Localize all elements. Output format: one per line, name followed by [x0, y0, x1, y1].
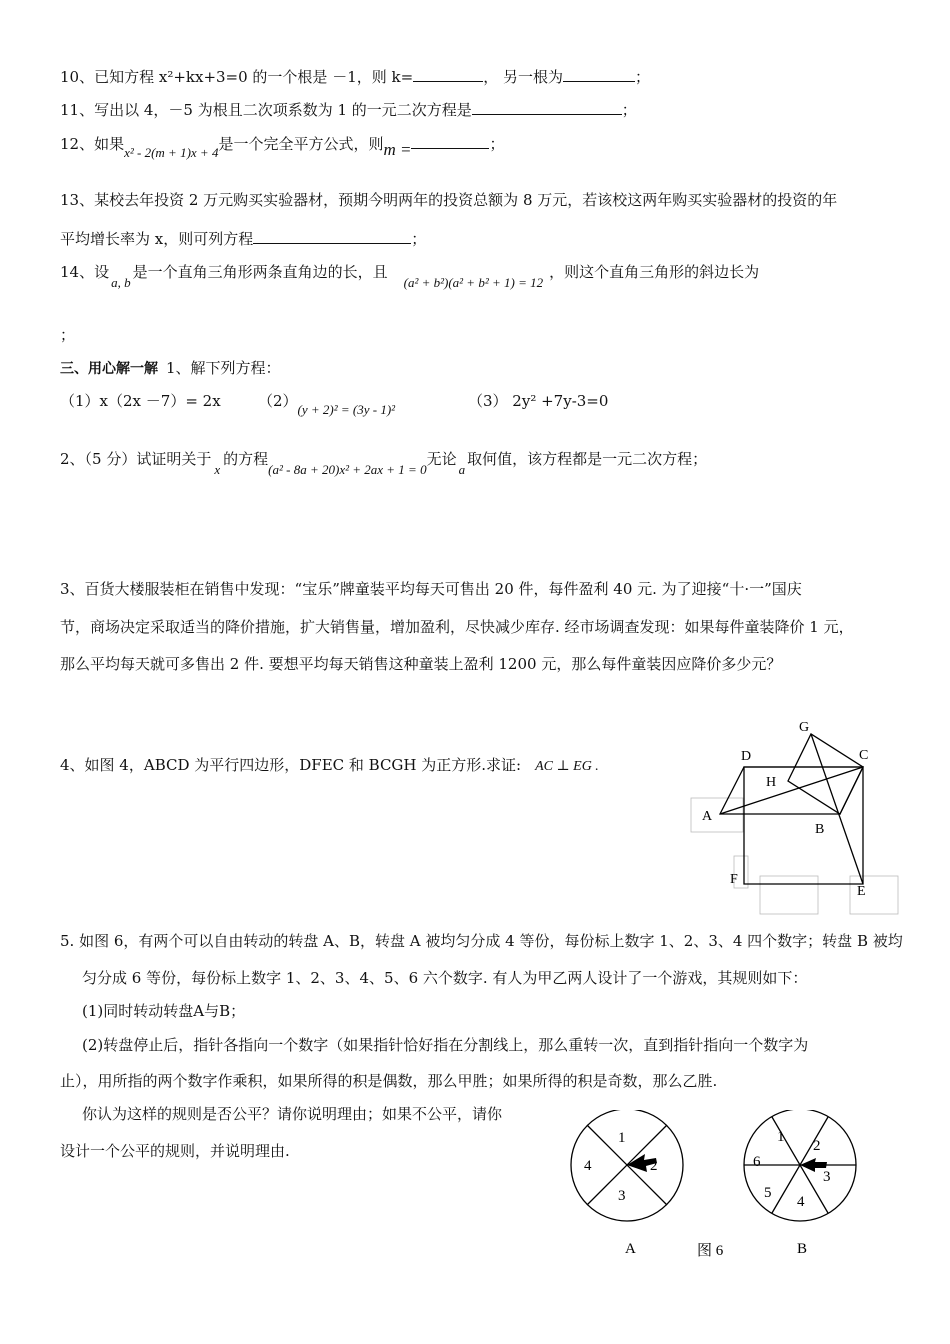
wheel-a-number: 2 — [650, 1158, 658, 1174]
wheel-b-number: 6 — [753, 1154, 761, 1170]
problem-5-rule-1: (1)同时转动转盘A与B； — [82, 1002, 246, 1020]
figure-6-spinners — [560, 1110, 890, 1265]
label-D: D — [741, 749, 752, 764]
problem-5-line2: 匀分成 6 等份，每份标上数字 1、2、3、4、5、6 六个数字. 有人为甲乙两人设计了一个游戏，其规则如下： — [82, 969, 808, 987]
question-13-line1: 13、某校去年投资 2 万元购买实验器材，预期今明两年的投资总额为 8 万元，若该校这两年购买实验器材的投资的年 — [60, 191, 838, 209]
label-E: E — [857, 884, 866, 899]
wheel-a-number: 4 — [584, 1158, 592, 1174]
equation-3: （3） 2y² +7y-3=0 — [468, 392, 609, 410]
problem-3-line3: 那么平均每天就可多售出 2 件. 要想平均每天销售这种童装上盈利 1200 元，那么每件童装因应降价多少元？ — [60, 655, 782, 673]
question-13-line2: 平均增长率为 x，则可列方程 ； — [60, 230, 427, 248]
math-expression: x² - 2(m + 1)x + 4 — [124, 145, 219, 160]
problem-5-rule-2: (2)转盘停止后，指针各指向一个数字（如果指针恰好指在分割线上，那么重转一次，直到指针指向一个数字为 — [82, 1036, 809, 1054]
section-3-header: 三、用心解一解 1、解下列方程： — [60, 359, 281, 377]
answer-blank[interactable] — [253, 228, 411, 244]
math-expression: (a² - 8a + 20)x² + 2ax + 1 = 0 — [268, 462, 427, 477]
problem-5-line6: 你认为这样的规则是否公平？请你说明理由；如果不公平，请你 — [82, 1105, 503, 1123]
question-14: 14、设a, b是一个直角三角形两条直角边的长，且(a² + b²)(a² + b² + 1) = 12，则这个直角三角形的斜边长为 — [60, 263, 760, 290]
wheel-a-number: 1 — [618, 1130, 626, 1146]
answer-blank[interactable] — [413, 66, 483, 82]
label-C: C — [859, 748, 869, 763]
label-F: F — [730, 872, 738, 887]
wheel-a-label: A — [625, 1241, 636, 1257]
wheel-b-number: 1 — [777, 1129, 785, 1145]
problem-3-line2: 节，商场决定采取适当的降价措施，扩大销售量，增加盈利，尽快减少库存. 经市场调查发现：如果每件童装降价 1 元， — [60, 618, 854, 636]
label-G: G — [799, 720, 810, 735]
equation-2: （2）(y + 2)² = (3y - 1)² — [258, 392, 396, 417]
question-12: 12、如果x² - 2(m + 1)x + 4是一个完全平方公式，则m = ； — [60, 135, 505, 160]
question-10: 10、已知方程 x²+kx+3=0 的一个根是 －1，则 k= ， 另一根为 ； — [60, 68, 650, 86]
figure-4-geometry — [680, 710, 900, 915]
section-title: 三、用心解一解 — [60, 361, 158, 377]
problem-5-line5: 止），用所指的两个数字作乘积，如果所得的积是偶数，那么甲胜；如果所得的积是奇数，那么乙胜. — [60, 1072, 718, 1090]
problem-5-line1: 5. 如图 6，有两个可以自由转动的转盘 A、B，转盘 A 被均匀分成 4 等份，每份标上数字 1、2、3、4 四个数字；转盘 B 被均 — [60, 932, 903, 950]
wheel-b-number: 3 — [823, 1169, 831, 1185]
problem-4: 4、如图 4，ABCD 为平行四边形，DFEC 和 BCGH 为正方形.求证: AC ⊥ EG . — [60, 756, 599, 774]
wheel-b-number: 4 — [797, 1194, 805, 1210]
problem-3-line1: 3、百货大楼服装柜在销售中发现：“宝乐”牌童装平均每天可售出 20 件，每件盈利 40 元. 为了迎接“十·一”国庆 — [60, 580, 802, 598]
figure-caption: 图 6 — [697, 1243, 724, 1259]
wheel-b-number: 5 — [764, 1185, 772, 1201]
wheel-a-number: 3 — [618, 1188, 626, 1204]
wheel-b-label: B — [797, 1241, 808, 1257]
answer-blank[interactable] — [411, 133, 489, 149]
equations-row: （1）x（2x －7）= 2x — [60, 392, 221, 410]
question-14-line2: ； — [60, 326, 76, 344]
problem-2: 2、（5 分）试证明关于x的方程(a² - 8a + 20)x² + 2ax + 1 = 0无论a取何值，该方程都是一元二次方程； — [60, 450, 708, 477]
label-H: H — [766, 775, 777, 790]
answer-blank[interactable] — [472, 99, 622, 115]
question-11: 11、写出以 4，－5 为根且二次项系数为 1 的一元二次方程是 ； — [60, 101, 637, 119]
problem-5-line7: 设计一个公平的规则，并说明理由. — [60, 1142, 290, 1160]
wheel-b-number: 2 — [813, 1138, 821, 1154]
label-A: A — [702, 809, 713, 824]
math-expression: (a² + b²)(a² + b² + 1) = 12 — [403, 275, 544, 290]
answer-blank[interactable] — [563, 66, 635, 82]
label-B: B — [815, 822, 825, 837]
